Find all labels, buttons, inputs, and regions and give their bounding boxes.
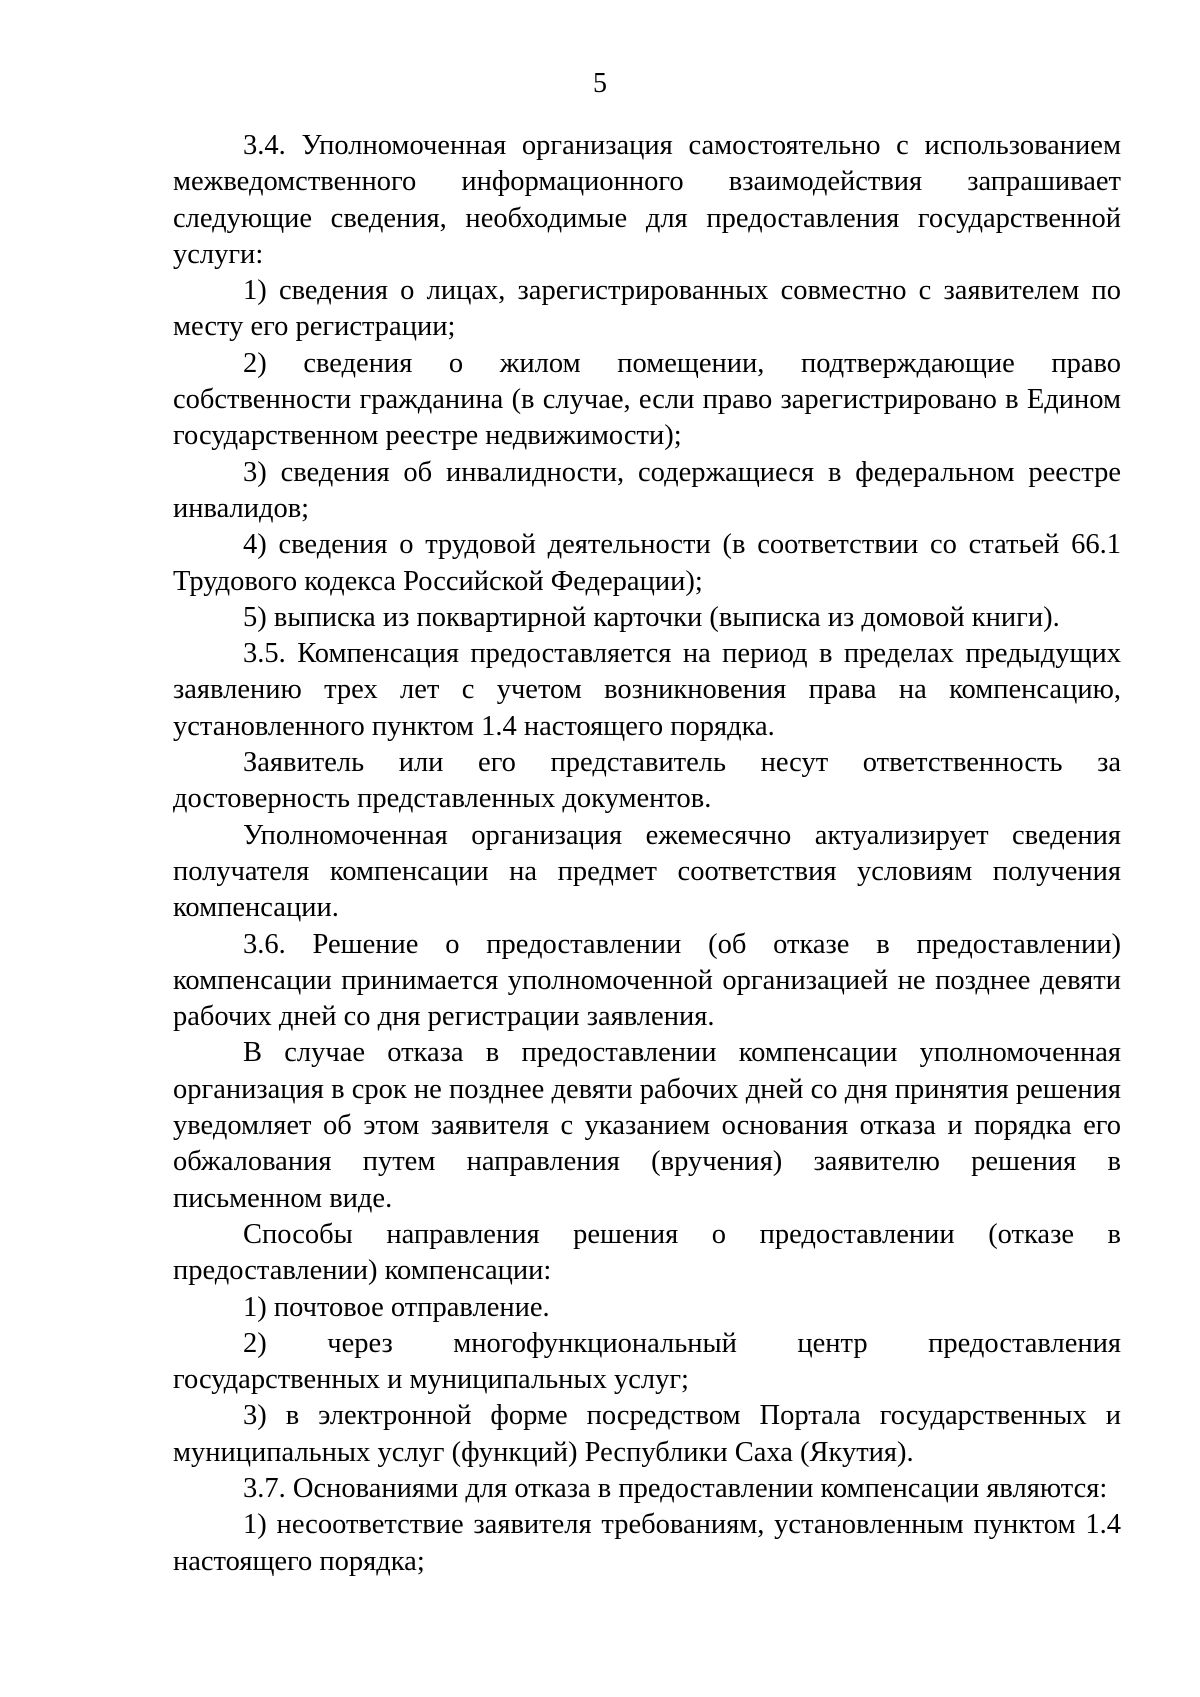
paragraph-3-6: 3.6. Решение о предоставлении (об отказе в предоставлении) компенсации принимается уполномоченной организацией не позднее девяти рабочих дней со дня регистрации заявления. xyxy=(173,928,1121,1033)
list-item-method-2: 2) через многофункциональный центр предоставления государственных и муниципальных услуг; xyxy=(173,1327,1121,1396)
page-number: 5 xyxy=(593,68,607,99)
list-item-method-3: 3) в электронной форме посредством Портала государственных и муниципальных услуг (функций) Республики Саха (Якутия). xyxy=(173,1400,1121,1468)
list-item-3-4-2: 2) сведения о жилом помещении, подтверждающие право собственности гражданина (в случае, если право зарегистрировано в Едином государственном реестре недвижимости); xyxy=(173,347,1121,452)
list-item-3-4-5: 5) выписка из поквартирной карточки (выписка из домовой книги). xyxy=(243,601,1060,633)
list-item-3-4-4: 4) сведения о трудовой деятельности (в соответствии со статьей 66.1 Трудового кодекса Российской Федерации); xyxy=(173,529,1121,597)
paragraph-monthly-update: Уполномоченная организация ежемесячно актуализирует сведения получателя компенсации на предмет соответствия условиям получения компенсации. xyxy=(173,819,1121,924)
paragraph-responsibility: Заявитель или его представитель несут ответственность за достоверность представленных документов. xyxy=(173,747,1121,815)
list-item-3-7-1: 1) несоответствие заявителя требованиям, установленным пунктом 1.4 настоящего порядка; xyxy=(173,1509,1121,1577)
paragraph-3-4: 3.4. Уполномоченная организация самостоятельно с использованием межведомственного информационного взаимодействия запрашивает следующие сведения, необходимые для предоставления государственной услуги: xyxy=(173,130,1121,270)
paragraph-3-7: 3.7. Основаниями для отказа в предоставлении компенсации являются: xyxy=(243,1472,1108,1504)
paragraph-delivery-methods: Способы направления решения о предоставлении (отказе в предоставлении) компенсации: xyxy=(173,1218,1121,1287)
document-body xyxy=(173,128,1121,1580)
paragraph-3-5: 3.5. Компенсация предоставляется на период в пределах предыдущих заявлению трех лет с учетом возникновения права на компенсацию, установленного пунктом 1.4 настоящего порядка. xyxy=(173,638,1121,742)
list-item-3-4-1: 1) сведения о лицах, зарегистрированных совместно с заявителем по месту его регистрации; xyxy=(173,275,1121,343)
paragraph-refusal-notice: В случае отказа в предоставлении компенсации уполномоченная организация в срок не позднее девяти рабочих дней со дня принятия решения уведомляет об этом заявителя с указанием основания отказа и порядка его обжалования путем направления (вручения) заявителю решения в письменном виде. xyxy=(173,1037,1121,1214)
list-item-3-4-3: 3) сведения об инвалидности, содержащиеся в федеральном реестре инвалидов; xyxy=(173,456,1121,524)
list-item-method-1: 1) почтовое отправление. xyxy=(243,1291,550,1323)
